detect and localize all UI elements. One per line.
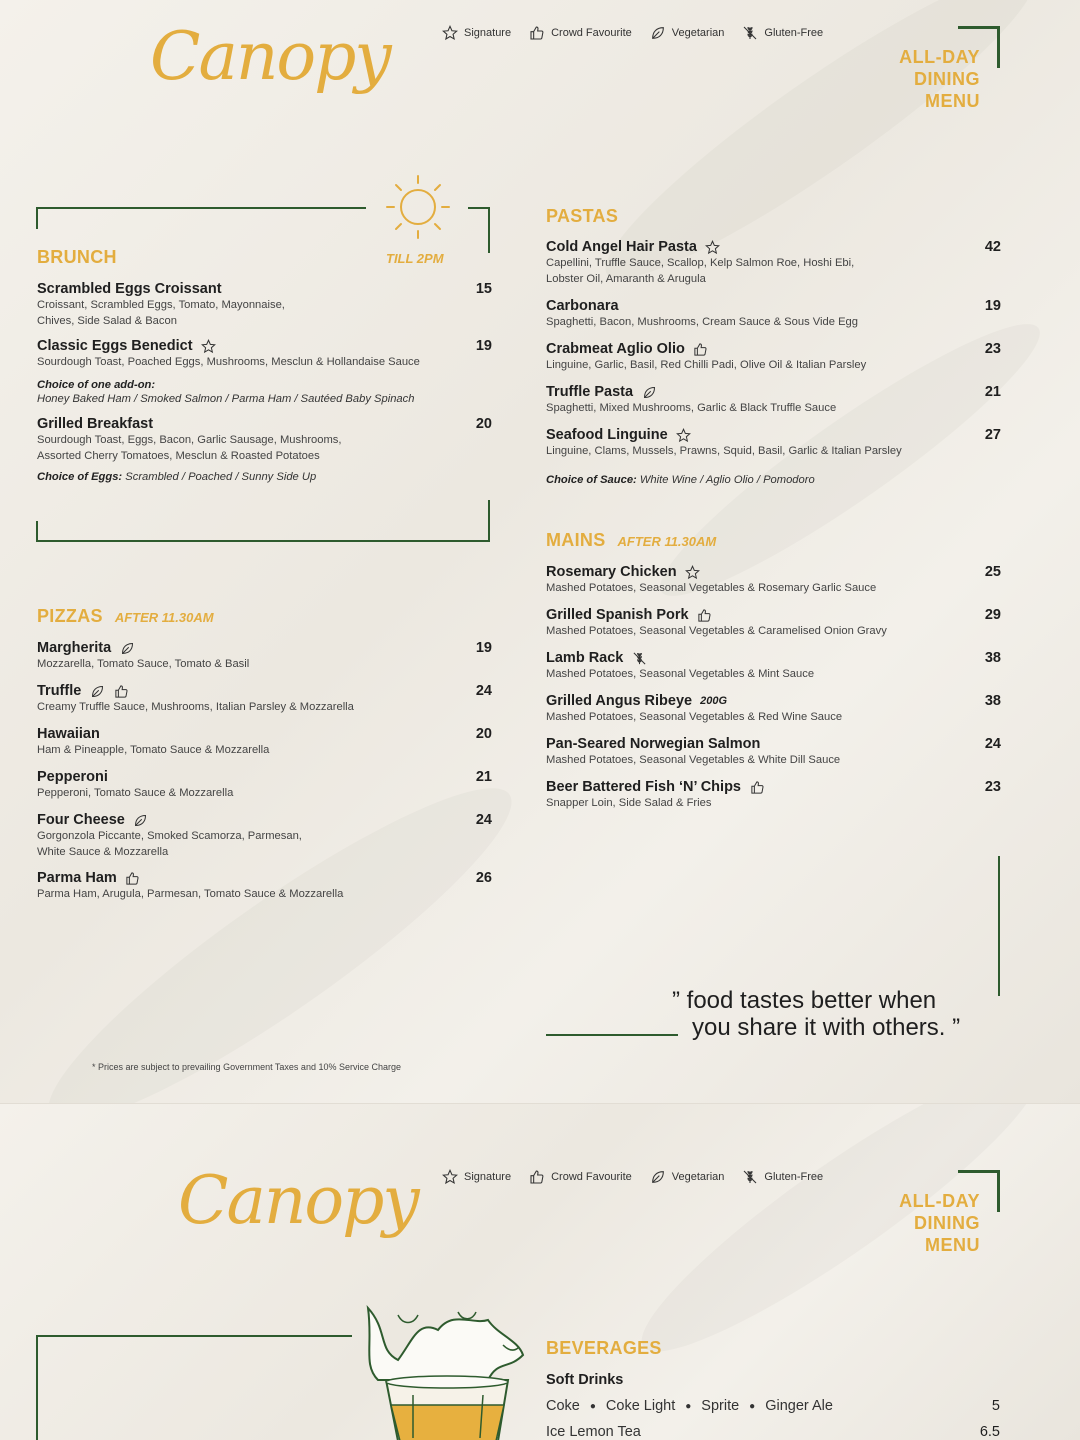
pasta-item <box>546 239 1001 287</box>
brunch-frame-left-top <box>36 207 38 229</box>
price-footnote: * Prices are subject to prevailing Government Taxes and 10% Service Charge <box>92 1062 401 1072</box>
item-name: Beer Battered Fish ‘N’ Chips <box>546 779 1001 795</box>
main-item <box>546 564 1001 596</box>
beer-glass-illustration <box>358 1300 528 1440</box>
item-price: 15 <box>475 281 492 297</box>
item-desc: Linguine, Clams, Mussels, Prawns, Squid, Basil, Garlic & Italian Parsley <box>546 445 902 457</box>
soft-drinks-label: Soft Drinks <box>546 1372 624 1388</box>
legend-crowd-favourite <box>529 25 632 41</box>
legend-vegetarian <box>650 1169 725 1185</box>
item-desc: Mashed Potatoes, Seasonal Vegetables & Red Wine Sauce <box>546 711 843 723</box>
item-name: Scrambled Eggs Croissant <box>37 281 222 297</box>
item-name: Truffle <box>37 683 492 699</box>
mains-title-text: MAINS <box>546 530 606 550</box>
legend-gluten-free <box>742 25 823 41</box>
legend-crowd-favourite <box>529 1169 632 1185</box>
item-desc: Capellini, Truffle Sauce, Scallop, Kelp Salmon Roe, Hoshi Ebi, <box>546 257 855 269</box>
brunch-frame-top <box>36 207 366 209</box>
brunch-till: TILL 2PM <box>386 251 444 266</box>
item-price: 26 <box>475 870 492 886</box>
separator-dot: ● <box>685 1400 692 1412</box>
item-desc: Assorted Cherry Tomatoes, Mesclun & Roasted Potatoes <box>37 450 320 462</box>
thumbs-up-icon <box>529 1169 545 1185</box>
item-price: 21 <box>475 769 492 785</box>
item-name: Truffle Pasta <box>546 384 1001 400</box>
item-name: Carbonara <box>546 298 619 314</box>
brunch-item <box>37 281 492 329</box>
item-desc: Spaghetti, Mixed Mushrooms, Garlic & Black Truffle Sauce <box>546 402 837 414</box>
pizza-item <box>37 870 492 902</box>
item-desc: Lobster Oil, Amaranth & Arugula <box>546 273 706 285</box>
legend-label: Vegetarian <box>671 27 725 39</box>
mains-title <box>546 530 716 551</box>
item-name: Crabmeat Aglio Olio <box>546 341 1001 357</box>
legend-vegetarian <box>650 25 725 41</box>
main-item <box>546 650 1001 682</box>
pizza-item <box>37 726 492 758</box>
pizzas-title <box>37 606 214 627</box>
item-price: 27 <box>984 427 1001 443</box>
pasta-item <box>546 384 1001 416</box>
menu-title-line: DINING <box>914 69 980 89</box>
brunch-title: BRUNCH <box>37 247 117 267</box>
item-price: 21 <box>984 384 1001 400</box>
menu-title <box>880 46 980 112</box>
thumbs-up-icon <box>697 607 713 623</box>
item-name: Four Cheese <box>37 812 492 828</box>
menu-title-line: ALL-DAY <box>899 47 980 67</box>
brunch-frame-right-top <box>488 207 490 253</box>
wheat-crossed-icon <box>742 1169 758 1185</box>
item-desc: Gorgonzola Piccante, Smoked Scamorza, Parmesan, <box>37 830 302 842</box>
item-desc: Mashed Potatoes, Seasonal Vegetables & Mint Sauce <box>546 668 815 680</box>
sauce-choice <box>546 473 815 487</box>
item-price: 38 <box>984 693 1001 709</box>
item-name: Grilled Spanish Pork <box>546 607 1001 623</box>
item-price: 24 <box>984 736 1001 752</box>
item-desc: Creamy Truffle Sauce, Mushrooms, Italian Parsley & Mozzarella <box>37 701 354 713</box>
main-item <box>546 607 1001 639</box>
thumbs-up-icon <box>113 683 129 699</box>
item-name: Cold Angel Hair Pasta <box>546 239 1001 255</box>
quote <box>672 987 960 1041</box>
item-desc: Mozzarella, Tomato Sauce, Tomato & Basil <box>37 658 250 670</box>
item-name: Grilled Angus Ribeye 200G <box>546 693 728 709</box>
pizza-item <box>37 683 492 715</box>
item-name: Seafood Linguine <box>546 427 1001 443</box>
main-item <box>546 736 1001 768</box>
item-name: Classic Eggs Benedict <box>37 338 492 354</box>
item-desc: Pepperoni, Tomato Sauce & Mozzarella <box>37 787 234 799</box>
pizzas-sub: AFTER 11.30AM <box>114 610 214 625</box>
item-name: Rosemary Chicken <box>546 564 1001 580</box>
menu-title-line: MENU <box>925 91 980 111</box>
quote-line: you share it with others. ” <box>692 1014 961 1041</box>
item-name: Hawaiian <box>37 726 100 742</box>
star-icon <box>676 427 692 443</box>
thumbs-up-icon <box>529 25 545 41</box>
item-desc: Linguine, Garlic, Basil, Red Chilli Padi, Olive Oil & Italian Parsley <box>546 359 867 371</box>
pizzas-title-text: PIZZAS <box>37 606 103 626</box>
ice-lemon-tea-price: 6.5 <box>979 1424 1000 1440</box>
legend-label: Gluten-Free <box>764 27 824 39</box>
sauce-label: Choice of Sauce: <box>546 474 637 486</box>
beverage-frame-left <box>36 1335 38 1440</box>
star-icon <box>685 564 701 580</box>
item-price: 19 <box>475 338 492 354</box>
item-price: 23 <box>984 341 1001 357</box>
item-price: 19 <box>984 298 1001 314</box>
item-name: Parma Ham <box>37 870 492 886</box>
item-desc: White Sauce & Mozzarella <box>37 846 169 858</box>
separator-dot: ● <box>749 1400 756 1412</box>
sun-icon <box>384 173 452 246</box>
quote-line: ” food tastes better when <box>672 987 937 1014</box>
star-icon <box>705 239 721 255</box>
menu-title <box>880 1190 980 1256</box>
brunch-frame-top-right <box>468 207 490 209</box>
thumbs-up-icon <box>693 341 709 357</box>
item-name: Margherita <box>37 640 492 656</box>
leaf-icon <box>650 25 666 41</box>
legend-gluten-free <box>742 1169 823 1185</box>
brunch-item <box>37 338 492 370</box>
leaf-icon <box>650 1169 666 1185</box>
beverage-frame-top <box>36 1335 352 1337</box>
addon-options: Honey Baked Ham / Smoked Salmon / Parma Ham / Sautéed Baby Spinach <box>37 393 415 405</box>
mains-sub: AFTER 11.30AM <box>617 534 717 549</box>
pasta-item <box>546 298 1001 330</box>
item-price: 38 <box>984 650 1001 666</box>
item-price: 24 <box>475 812 492 828</box>
ice-lemon-tea <box>546 1424 641 1440</box>
beverages-title: BEVERAGES <box>546 1338 662 1358</box>
soft-drinks-price: 5 <box>991 1398 1000 1414</box>
brunch-item <box>37 416 492 464</box>
canopy-logo: Canopy <box>178 1162 418 1239</box>
item-name: Pan-Seared Norwegian Salmon <box>546 736 761 752</box>
menu-title-line: DINING <box>914 1213 980 1233</box>
eggs-label: Choice of Eggs: <box>37 471 123 483</box>
menu-page-2 <box>0 1103 1080 1440</box>
separator-dot: ● <box>589 1400 596 1412</box>
star-icon <box>442 25 458 41</box>
legend-signature <box>442 1169 511 1185</box>
icon-legend <box>442 1169 823 1185</box>
brunch-frame-left-bottom <box>36 521 38 542</box>
sauce-options: White Wine / Aglio Olio / Pomodoro <box>636 474 815 486</box>
main-item <box>546 779 1001 811</box>
pastas-title: PASTAS <box>546 206 619 226</box>
item-price: 29 <box>984 607 1001 623</box>
item-desc: Sourdough Toast, Poached Eggs, Mushrooms, Mesclun & Hollandaise Sauce <box>37 356 420 368</box>
item-name-suffix: 200G <box>700 695 728 707</box>
star-icon <box>442 1169 458 1185</box>
thumbs-up-icon <box>125 870 141 886</box>
leaf-icon <box>641 384 657 400</box>
item-desc: Ham & Pineapple, Tomato Sauce & Mozzarella <box>37 744 270 756</box>
legend-label: Vegetarian <box>671 1171 725 1183</box>
canopy-logo: Canopy <box>150 18 390 95</box>
item-price: 24 <box>475 683 492 699</box>
wheat-crossed-icon <box>742 25 758 41</box>
legend-signature <box>442 25 511 41</box>
item-desc: Sourdough Toast, Eggs, Bacon, Garlic Sausage, Mushrooms, <box>37 434 342 446</box>
thumbs-up-icon <box>749 779 765 795</box>
item-name: Pepperoni <box>37 769 108 785</box>
drink-option: Coke <box>546 1398 580 1414</box>
item-price: 25 <box>984 564 1001 580</box>
brunch-frame-right-bottom <box>488 500 490 542</box>
item-desc: Chives, Side Salad & Bacon <box>37 315 177 327</box>
wheat-crossed-icon <box>631 650 647 666</box>
drink-option: Ice Lemon Tea <box>546 1424 641 1440</box>
item-desc: Croissant, Scrambled Eggs, Tomato, Mayonnaise, <box>37 299 285 311</box>
eggs-choice <box>37 470 316 484</box>
legend-label: Signature <box>464 1171 512 1183</box>
soft-drinks-list <box>546 1398 833 1414</box>
leaf-icon <box>119 640 135 656</box>
pasta-item <box>546 427 1001 459</box>
legend-label: Signature <box>464 27 512 39</box>
item-price: 20 <box>475 726 492 742</box>
addon-choice <box>37 378 414 406</box>
item-desc: Mashed Potatoes, Seasonal Vegetables & Rosemary Garlic Sauce <box>546 582 877 594</box>
leaf-icon <box>133 812 149 828</box>
item-price: 19 <box>475 640 492 656</box>
legend-label: Crowd Favourite <box>551 1171 632 1183</box>
menu-title-line: ALL-DAY <box>899 1191 980 1211</box>
item-desc: Mashed Potatoes, Seasonal Vegetables & Caramelised Onion Gravy <box>546 625 887 637</box>
drink-option: Coke Light <box>605 1398 676 1414</box>
item-price: 23 <box>984 779 1001 795</box>
legend-label: Crowd Favourite <box>551 27 632 39</box>
addon-label: Choice of one add-on: <box>37 379 156 391</box>
item-desc: Parma Ham, Arugula, Parmesan, Tomato Sauce & Mozzarella <box>37 888 344 900</box>
eggs-options: Scrambled / Poached / Sunny Side Up <box>122 471 317 483</box>
drink-option: Ginger Ale <box>765 1398 833 1414</box>
legend-label: Gluten-Free <box>764 1171 824 1183</box>
quote-horizontal-line <box>546 1034 678 1036</box>
item-price: 20 <box>475 416 492 432</box>
leaf-icon <box>89 683 105 699</box>
main-item <box>546 693 1001 725</box>
pizza-item <box>37 640 492 672</box>
pizza-item <box>37 769 492 801</box>
brunch-frame-bottom <box>36 540 490 542</box>
item-desc: Snapper Loin, Side Salad & Fries <box>546 797 712 809</box>
pasta-item <box>546 341 1001 373</box>
soft-drinks-heading <box>546 1372 623 1388</box>
drink-option: Sprite <box>701 1398 740 1414</box>
item-name: Grilled Breakfast <box>37 416 154 432</box>
icon-legend <box>442 25 823 41</box>
item-desc: Mashed Potatoes, Seasonal Vegetables & White Dill Sauce <box>546 754 841 766</box>
item-name: Lamb Rack <box>546 650 1001 666</box>
item-desc: Spaghetti, Bacon, Mushrooms, Cream Sauce & Sous Vide Egg <box>546 316 858 328</box>
menu-title-line: MENU <box>925 1235 980 1255</box>
pizza-item <box>37 812 492 860</box>
item-price: 42 <box>984 239 1001 255</box>
star-icon <box>201 338 217 354</box>
quote-vertical-line <box>998 856 1000 996</box>
